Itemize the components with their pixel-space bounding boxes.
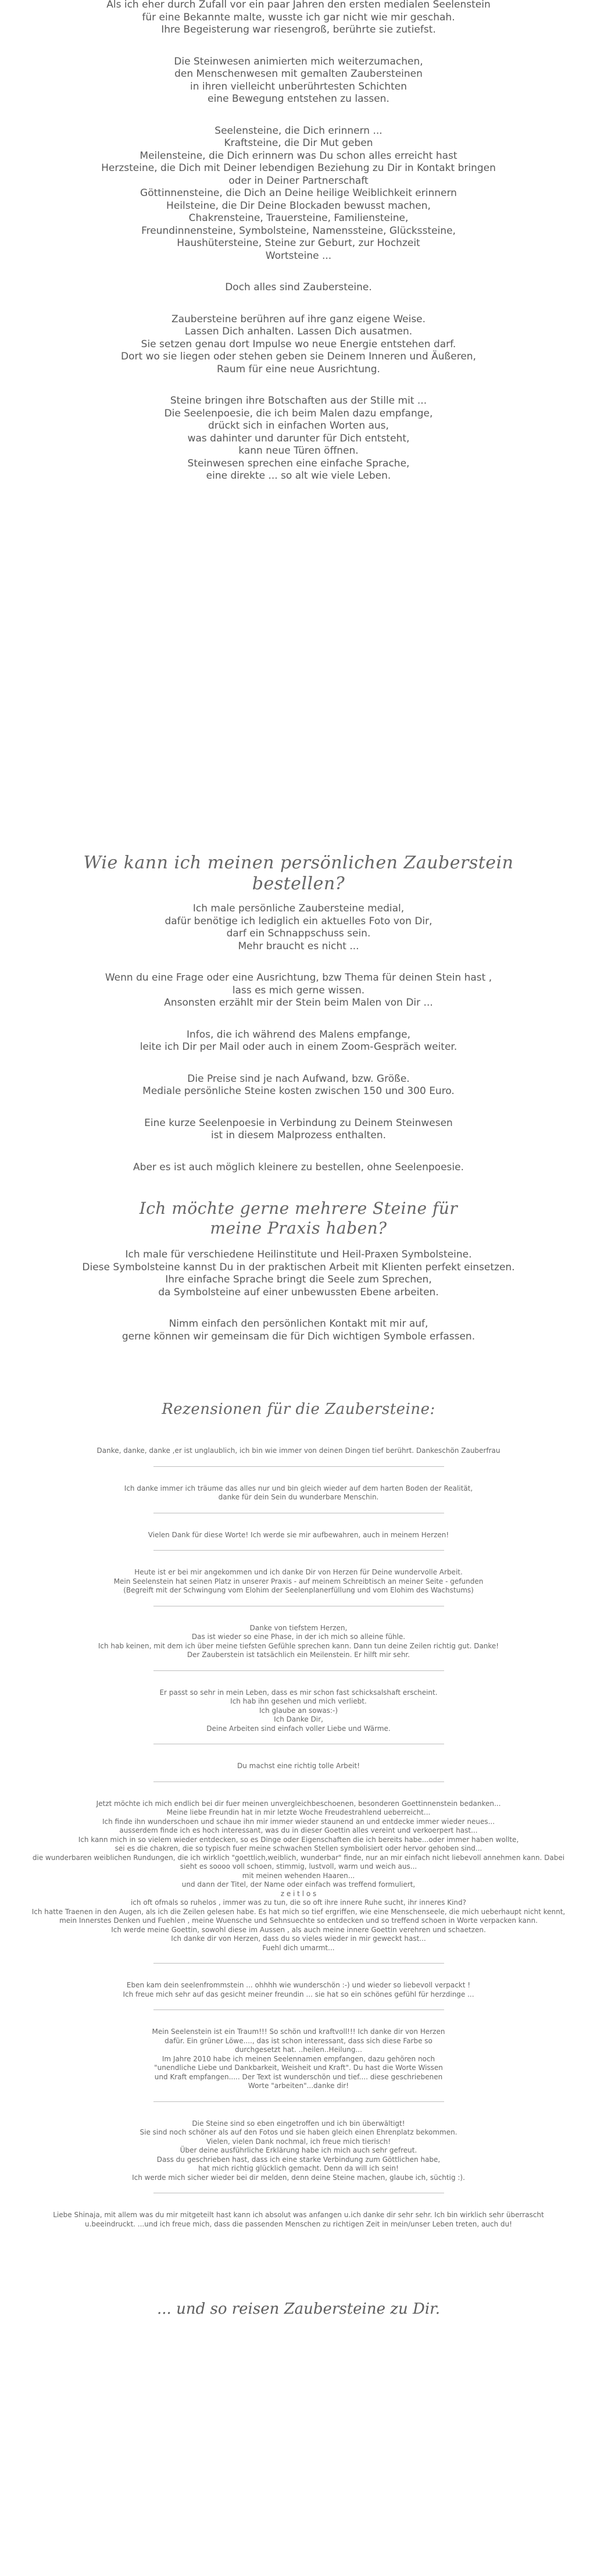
review-line: Vielen Dank für diese Worte! Ich werde sie mir aufbewahren, auch in meinem Herzen! — [148, 1530, 449, 1539]
intro-line: Lassen Dich anhalten. Lassen Dich ausatmen. — [184, 326, 413, 337]
review-item — [6, 2028, 591, 2091]
review-divider — [153, 1670, 444, 1671]
review-line: mit meinen wehenden Haaren... — [242, 1871, 355, 1880]
order-line: Aber es ist auch möglich kleinere zu bestellen, ohne Seelenpoesie. — [133, 1161, 464, 1173]
review-line: Jetzt möchte ich mich endlich bei dir fuer meinen unvergleichbeschoenen, besonderen Goettinnenstein bedanken... — [96, 1799, 501, 1808]
order-paragraph — [35, 903, 562, 953]
review-line: Sie sind noch schöner als auf den Fotos und sie haben gleich einen Ehrenplatz bekommen. — [140, 2128, 457, 2136]
intro-paragraph — [35, 0, 562, 37]
review-line: Ich finde ihn wunderschoen und schaue ihn mir immer wieder staunend an und entdecke immer wieder neues... — [102, 1817, 495, 1826]
order-line: Wenn du eine Frage oder eine Ausrichtung, bzw Thema für deinen Stein hast , — [105, 972, 492, 984]
intro-paragraph — [35, 313, 562, 376]
intro-line: in ihren vielleicht unberührtesten Schichten — [190, 80, 407, 92]
reviews-list — [6, 1446, 591, 2229]
intro-line: Kraftsteine, die Dir Mut geben — [224, 137, 373, 149]
review-line: ausserdem finde ich es hoch interessant, was du in dieser Goettin alles vereint und verkoerpert hast... — [119, 1826, 478, 1834]
reviews-heading-block — [35, 1400, 562, 1419]
praxis-line: Ihre einfache Sprache bringt die Seele zum Sprechen, — [165, 1274, 432, 1285]
intro-line: Herzsteine, die Dich mit Deiner lebendigen Beziehung zu Dir in Kontakt bringen — [101, 162, 496, 174]
review-line: Mein Seelenstein ist ein Traum!!! So schön und kraftvoll!!! Ich danke dir von Herzen — [152, 2028, 445, 2036]
order-line: Ansonsten erzählt mir der Stein beim Malen von Dir ... — [164, 997, 433, 1009]
intro-line: den Menschenwesen mit gemalten Zaubersteinen — [174, 68, 423, 80]
intro-line: Freundinnensteine, Symbolsteine, Namenssteine, Glückssteine, — [141, 225, 456, 237]
review-item — [6, 1762, 591, 1771]
closing-line: ... und so reisen Zaubersteine zu Dir. — [157, 2300, 440, 2318]
praxis-line: gerne können wir gemeinsam die für Dich wichtigen Symbole erfassen. — [121, 1330, 476, 1342]
order-line: ist in diesem Malprozess enthalten. — [210, 1130, 387, 1141]
review-line: Dass du geschrieben hast, dass ich eine starke Verbindung zum Göttlichen habe, — [156, 2155, 441, 2164]
intro-paragraph — [35, 56, 562, 106]
review-line: Über deine ausführliche Erklärung habe ich mich auch sehr gefreut. — [180, 2146, 417, 2154]
review-line: Ich hatte Traenen in den Augen, als ich die Zeilen gelesen habe. Es hat mich so tief ergriffen, wie eine Menschenseele, die mich ueberhaupt nicht kennt, — [31, 1907, 566, 1916]
order-paragraph — [35, 1117, 562, 1142]
order-line: Eine kurze Seelenpoesie in Verbindung zu Deinem Steinwesen — [144, 1117, 453, 1129]
praxis-line: Ich male für verschiedene Heilinstitute und Heil-Praxen Symbolsteine. — [125, 1249, 472, 1260]
praxis-heading-line-2: meine Praxis haben? — [210, 1218, 387, 1238]
praxis-heading — [35, 1199, 562, 1238]
review-line: Ich werde mich sicher wieder bei dir melden, denn deine Steine machen, glaube ich, süchtig :). — [132, 2173, 465, 2182]
review-item — [6, 1568, 591, 1595]
review-item — [6, 1531, 591, 1540]
praxis-line: Nimm einfach den persönlichen Kontakt mit mir auf, — [169, 1318, 428, 1330]
intro-line: Chakrensteine, Trauersteine, Familiensteine, — [188, 212, 409, 224]
review-line: Danke, danke, danke ,er ist unglaublich, ich bin wie immer von deinen Dingen tief berührt. Dankeschön Zauberfrau — [96, 1446, 501, 1455]
review-line: Ich Danke Dir, — [274, 1715, 323, 1723]
review-line: durchgesetzt hat. ..heilen..Heilung... — [235, 2046, 362, 2054]
review-line: Deine Arbeiten sind einfach voller Liebe und Wärme. — [206, 1724, 391, 1733]
review-line: Fuehl dich umarmt... — [262, 1943, 335, 1952]
review-line: (Begreift mit der Schwingung vom Elohim der Seelenplanerfüllung und vom Elohim des Wachstums) — [123, 1586, 474, 1594]
review-line: Worte "arbeiten"...danke dir! — [248, 2082, 349, 2090]
review-item — [6, 1484, 591, 1502]
intro-line: was dahinter und darunter für Dich entsteht, — [187, 432, 410, 444]
review-divider — [153, 2101, 444, 2102]
praxis-heading-line-1: Ich möchte gerne mehrere Steine für — [139, 1199, 458, 1218]
review-line: Danke von tiefstem Herzen, — [249, 1623, 348, 1632]
review-divider — [153, 1466, 444, 1467]
intro-line: Dort wo sie liegen oder stehen geben sie Deinem Inneren und Äußeren, — [121, 351, 476, 362]
review-line: Vielen, vielen Dank nochmal, ich freue mich tierisch! — [206, 2137, 391, 2146]
intro-line: Heilsteine, die Dir Deine Blockaden bewusst machen, — [166, 199, 431, 212]
review-line: Ich hab keinen, mit dem ich über meine tiefsten Gefühle sprechen kann. Dann tun deine Zeilen richtig gut. Danke! — [98, 1641, 499, 1650]
review-line: Meine liebe Freundin hat in mir letzte Woche Freudestrahlend ueberreicht... — [166, 1808, 431, 1816]
review-line: und dann der Titel, der Name oder einfach was treffend formuliert, — [181, 1880, 416, 1889]
review-line: Du machst eine richtig tolle Arbeit! — [237, 1762, 360, 1770]
intro-paragraph — [35, 395, 562, 483]
order-line: darf ein Schnappschuss sein. — [226, 928, 371, 939]
intro-line: Göttinnensteine, die Dich an Deine heilige Weiblichkeit erinnern — [140, 187, 457, 199]
intro-line: eine direkte ... so alt wie viele Leben. — [206, 470, 391, 482]
intro-line: Sie setzen genau dort Impulse wo neue Energie entstehen darf. — [141, 338, 456, 350]
intro-section — [35, 0, 562, 502]
review-line: Ich freue mich sehr auf das gesicht meiner freundin ... sie hat so ein schönes gefühl für herzdinge ... — [123, 1990, 474, 1998]
intro-line: kann neue Türen öffnen. — [238, 445, 359, 457]
review-line: und Kraft empfangen..... Der Text ist wunderschön und tief.... diese geschriebenen — [154, 2072, 443, 2081]
review-item — [6, 1688, 591, 1734]
intro-paragraph — [35, 125, 562, 263]
intro-line: Steinwesen sprechen eine einfache Sprache, — [187, 457, 410, 469]
intro-line: Ihre Begeisterung war riesengroß, berührte sie zutiefst. — [161, 24, 436, 35]
praxis-paragraph — [35, 1318, 562, 1343]
review-line: danke für dein Sein du wunderbare Menschin. — [218, 1493, 379, 1501]
review-line: Ich glaube an sowas:-) — [259, 1706, 338, 1715]
intro-line: Meilensteine, die Dich erinnern was Du schon alles erreicht hast — [140, 149, 457, 162]
order-line: Mehr braucht es nicht ... — [238, 940, 359, 952]
order-text — [35, 903, 562, 1193]
review-item — [6, 2119, 591, 2183]
review-line: Ich kann mich in so vielem wieder entdecken, so es Dinge oder Eigenschaften die ich bereits habe...oder immer haben wollte, — [78, 1835, 519, 1844]
review-line: mein Innerstes Denken und Fuehlen , meine Wuensche und Sehnsuechte so entdecken und so treffend schoen in Worte verpacken kann. — [59, 1916, 538, 1925]
order-line: Ich male persönliche Zaubersteine medial, — [192, 903, 405, 914]
review-line: Mein Seelenstein hat seinen Platz in unserer Praxis - auf meinem Schreibtisch an meiner Seite - gefunden — [113, 1577, 484, 1585]
intro-line: Wortsteine ... — [265, 250, 332, 262]
order-line: leite ich Dir per Mail oder auch in einem Zoom-Gespräch weiter. — [140, 1041, 457, 1053]
intro-line: für eine Bekannte malte, wusste ich gar nicht wie mir geschah. — [142, 11, 455, 23]
praxis-line: da Symbolsteine auf einer unbewussten Ebene arbeiten. — [158, 1286, 439, 1298]
intro-line: Die Seelenpoesie, die ich beim Malen dazu empfange, — [164, 407, 433, 419]
review-line: Ich danke dir von Herzen, dass du so vieles wieder in mir geweckt hast... — [171, 1934, 426, 1943]
order-heading: Wie kann ich meinen persönlichen Zauberstein bestellen? — [83, 853, 514, 894]
order-section — [35, 853, 562, 895]
review-line: "unendliche Liebe und Dankbarkeit, Weisheit und Kraft". Du hast die Worte Wissen — [154, 2064, 443, 2072]
praxis-line: Diese Symbolsteine kannst Du in der praktischen Arbeit mit Klienten perfekt einsetzen. — [82, 1261, 515, 1273]
intro-line: Als ich eher durch Zufall vor ein paar Jahren den ersten medialen Seelenstein — [106, 0, 491, 10]
review-divider — [153, 1963, 444, 1964]
review-line: z e i t l o s — [280, 1889, 317, 1898]
review-line: Die Steine sind so eben eingetroffen und ich bin überwältigt! — [192, 2119, 405, 2128]
intro-line: oder in Deiner Partnerschaft — [228, 174, 369, 187]
intro-line: Zaubersteine berühren auf ihre ganz eigene Weise. — [171, 313, 426, 325]
intro-line: Raum für eine neue Ausrichtung. — [217, 363, 380, 375]
order-line: Die Preise sind je nach Aufwand, bzw. Größe. — [187, 1073, 410, 1085]
intro-line: Haushütersteine, Steine zur Geburt, zur Hochzeit — [177, 237, 420, 249]
review-line: Der Zauberstein ist tatsächlich ein Meilenstein. Er hilft mir sehr. — [187, 1651, 410, 1659]
review-line: Ich danke immer ich träume das alles nur und bin gleich wieder auf dem harten Boden der Realität, — [124, 1484, 473, 1492]
praxis-text — [35, 1249, 562, 1362]
review-line: Liebe Shinaja, mit allem was du mir mitgeteilt hast kann ich absolut was anfangen u.ich danke dir sehr sehr. Ich bin wirklich sehr überrascht — [53, 2211, 544, 2219]
intro-line: Die Steinwesen animierten mich weiterzumachen, — [174, 55, 423, 67]
review-line: sieht es soooo voll schoen, stimmig, lustvoll, warm und weich aus... — [180, 1862, 417, 1870]
review-line: u.beeindruckt. ...und ich freue mich, dass die passenden Menschen zu richtigen Zeit in mein/unser Leben treten, auch du! — [85, 2219, 512, 2228]
order-paragraph — [35, 972, 562, 1010]
review-line: Das ist wieder so eine Phase, in der ich mich so alleine fühle. — [191, 1633, 406, 1641]
order-line: Mediale persönliche Steine kosten zwischen 150 und 300 Euro. — [142, 1085, 455, 1097]
order-line: lass es mich gerne wissen. — [232, 984, 365, 996]
review-line: Heute ist er bei mir angekommen und ich danke Dir von Herzen für Deine wundervolle Arbeit. — [134, 1568, 463, 1576]
intro-line: Doch alles sind Zaubersteine. — [225, 282, 372, 293]
praxis-paragraph — [35, 1249, 562, 1299]
review-line: hat mich richtig glücklich gemacht. Denn da will ich sein! — [198, 2164, 399, 2172]
review-line: Ich hab ihn gesehen und mich verliebt. — [230, 1697, 367, 1705]
order-paragraph — [35, 1161, 562, 1174]
review-line: dafür. Ein grüner Löwe...., das ist schon interessant, dass sich diese Farbe so — [165, 2036, 432, 2045]
order-line: Infos, die ich während des Malens empfange, — [186, 1028, 411, 1041]
review-item — [6, 2211, 591, 2229]
order-paragraph — [35, 1073, 562, 1098]
order-paragraph — [35, 1029, 562, 1054]
intro-line: drückt sich in einfachen Worten aus, — [208, 420, 389, 432]
review-line: Ich werde meine Goettin, sowohl diese im Aussen , als auch meine innere Goettin verehren und schaetzen. — [111, 1925, 486, 1934]
intro-line: Steine bringen ihre Botschaften aus der Stille mit ... — [170, 395, 427, 407]
review-line: die wunderbaren weiblichen Rundungen, die ich wirklich "goettlich,weiblich, wunderbar" finde, nur an mir einfach nicht liebevoll annehmen kann. Dabei — [32, 1853, 565, 1862]
review-item — [6, 1800, 591, 1953]
order-line: dafür benötige ich lediglich ein aktuelles Foto von Dir, — [165, 915, 432, 927]
review-line: Eben kam dein seelenfrommstein ... ohhhh wie wunderschön :-) und wieder so liebevoll verpackt ! — [126, 1981, 471, 1989]
intro-paragraph — [35, 282, 562, 294]
review-line: sei es die chakren, die so typisch fuer meine schwachen Stellen symbolisiert oder hervor gehoben sind... — [115, 1844, 482, 1852]
review-divider — [153, 1550, 444, 1551]
praxis-heading-block — [35, 1199, 562, 1238]
review-line: Im Jahre 2010 habe ich meinen Seelennamen empfangen, dazu gehören noch — [162, 2054, 435, 2063]
review-item — [6, 1981, 591, 1999]
review-line: Er passt so sehr in mein Leben, dass es mir schon fast schicksalshaft erscheint. — [159, 1688, 438, 1697]
review-item — [6, 1624, 591, 1660]
review-item — [6, 1446, 591, 1456]
intro-line: eine Bewegung entstehen zu lassen. — [208, 93, 389, 105]
review-line: ich oft ofmals so ruhelos , immer was zu tun, die so oft ihre innere Ruhe sucht, ihr inneres Kind? — [130, 1898, 467, 1907]
reviews-heading: Rezensionen für die Zaubersteine: — [162, 1401, 435, 1418]
intro-line: Seelensteine, die Dich erinnern ... — [215, 124, 382, 137]
